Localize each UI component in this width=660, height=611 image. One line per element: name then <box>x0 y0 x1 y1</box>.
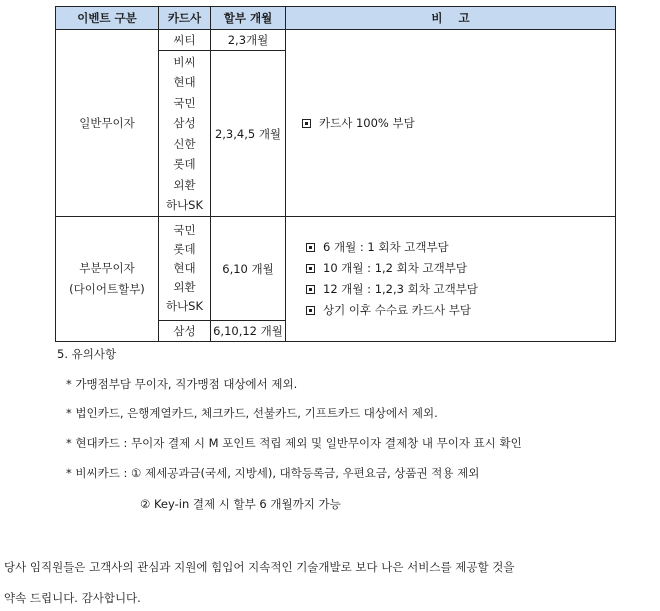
square-bullet-icon <box>306 264 315 273</box>
card-name: 국민 <box>173 95 196 110</box>
card-name: 롯데 <box>173 157 196 171</box>
partial-remarks <box>286 217 616 342</box>
general-remark-text: 카드사 100% 부담 <box>319 116 415 130</box>
card-samsung: 삼성 <box>159 321 211 342</box>
square-bullet-icon <box>306 285 315 294</box>
event-partial <box>56 217 159 342</box>
closing-text: 약속 드립니다. 감사합니다. <box>4 591 141 605</box>
card-name: 신한 <box>173 136 196 151</box>
card-city: 씨티 <box>159 30 211 51</box>
event-partial-subtitle: (다이어트할부) <box>69 282 145 296</box>
header-installment-months: 할부 개월 <box>211 7 286 30</box>
months-partial: 6,10 개월 <box>211 217 286 321</box>
card-event-table <box>55 6 616 342</box>
partial-remark-line: 12 개월 : 1,2,3 회차 고객부담 <box>306 279 615 300</box>
card-name: 롯데 <box>173 242 196 256</box>
card-name: 외환 <box>173 177 196 192</box>
card-name: 비씨 <box>173 54 196 69</box>
header-remarks: 비 고 <box>286 7 616 30</box>
table-row <box>56 217 616 321</box>
months-samsung: 6,10,12 개월 <box>211 321 286 342</box>
card-list-general <box>159 51 211 217</box>
card-name: 하나SK <box>165 198 204 212</box>
table-row <box>56 30 616 51</box>
months-city: 2,3개월 <box>211 30 286 51</box>
card-name: 국민 <box>173 223 196 237</box>
square-bullet-icon <box>306 243 315 252</box>
event-general: 일반무이자 <box>56 30 159 217</box>
notice-item: * 현대카드 : 무이자 결제 시 M 포인트 적립 제외 및 일반무이자 결제창 내 무이자 표시 확인 <box>66 436 522 450</box>
general-remark <box>286 30 616 217</box>
months-general: 2,3,4,5 개월 <box>211 51 286 217</box>
partial-remark-line: 10 개월 : 1,2 회차 고객부담 <box>306 258 615 279</box>
notice-item-continued: ② Key-in 결제 시 할부 6 개월까지 가능 <box>140 497 341 511</box>
card-name: 외환 <box>173 280 196 294</box>
table-header-row <box>56 7 616 30</box>
square-bullet-icon <box>306 306 315 315</box>
square-bullet-icon <box>302 119 311 128</box>
notice-item: * 법인카드, 은행계열카드, 체크카드, 선불카드, 기프트카드 대상에서 제외. <box>66 406 438 420</box>
card-name: 현대 <box>173 261 196 275</box>
card-name: 삼성 <box>173 116 196 130</box>
partial-remark-line: 상기 이후 수수료 카드사 부담 <box>306 300 615 321</box>
event-partial-title: 부분무이자 <box>79 261 135 275</box>
partial-remark-line: 6 개월 : 1 회차 고객부담 <box>306 237 615 258</box>
header-card-company: 카드사 <box>159 7 211 30</box>
card-name: 현대 <box>173 75 196 89</box>
notice-item: * 비씨카드 : ① 제세공과금(국세, 지방세), 대학등록금, 우편요금, 상품권 적용 제외 <box>66 466 480 480</box>
card-name: 하나SK <box>165 299 204 313</box>
card-list-partial <box>159 217 211 321</box>
section-title: 5. 유의사항 <box>57 347 117 361</box>
closing-text: 당사 임직원들은 고객사의 관심과 지원에 힘입어 지속적인 기술개발로 보다 나은 서비스를 제공할 것을 <box>4 560 515 574</box>
header-event-type: 이벤트 구분 <box>56 7 159 30</box>
notice-item: * 가맹점부담 무이자, 직가맹점 대상에서 제외. <box>66 377 298 391</box>
